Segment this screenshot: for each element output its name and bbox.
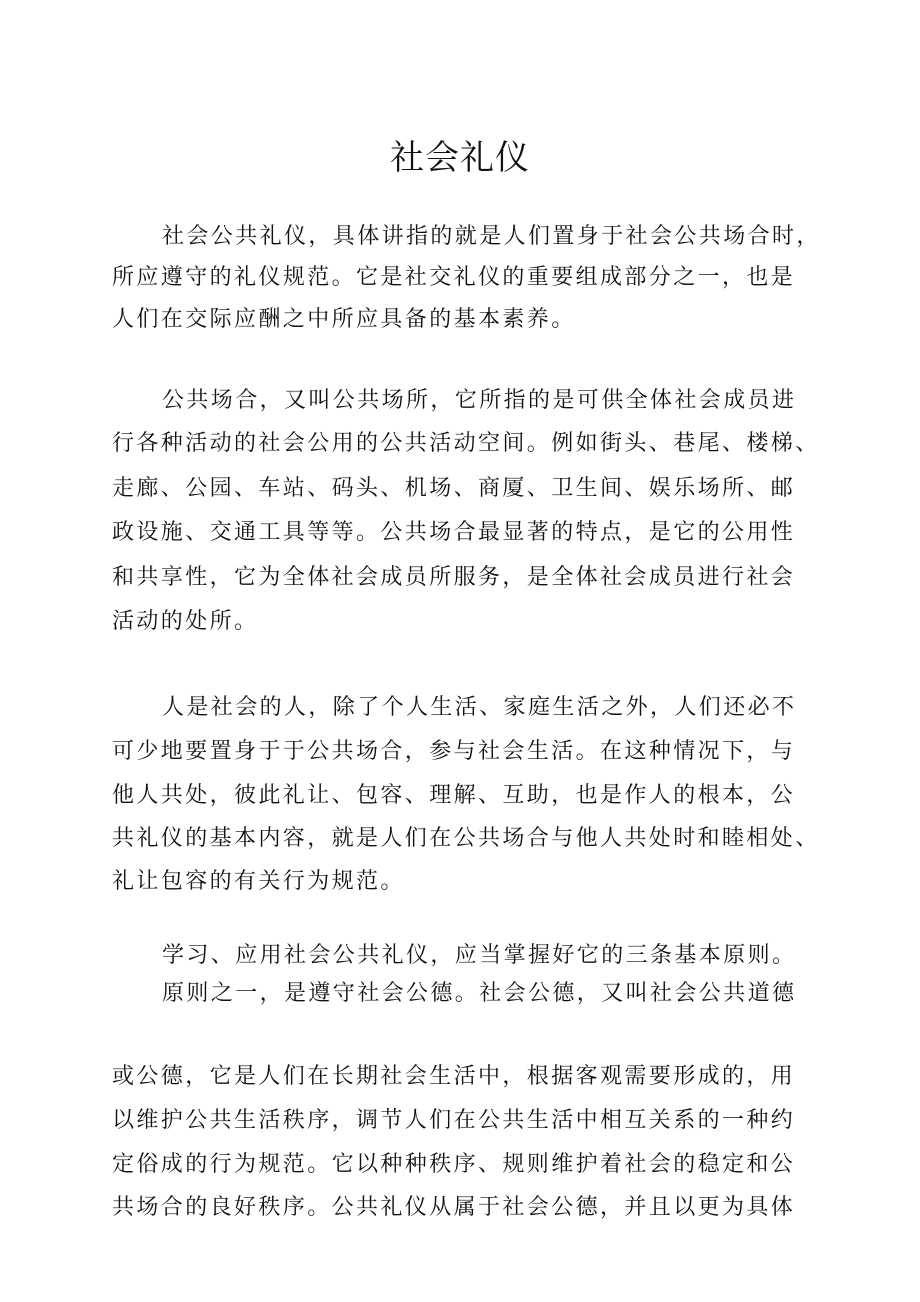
document-title: 社会礼仪 — [390, 138, 530, 178]
text-line: 和共享性，它为全体社会成员所服务，是全体社会成员进行社会 — [112, 565, 796, 590]
text-line: 所应遵守的礼仪规范。它是社交礼仪的重要组成部分之一，也是 — [112, 265, 796, 290]
text-line: 原则之一，是遵守社会公德。社会公德，又叫社会公共道德 — [162, 981, 797, 1006]
text-line: 或公德，它是人们在长期社会生活中，根据客观需要形成的，用 — [112, 1064, 796, 1089]
text-line: 共场合的良好秩序。公共礼仪从属于社会公德，并且以更为具体 — [112, 1195, 796, 1220]
text-line: 行各种活动的社会公用的公共活动空间。例如街头、巷尾、楼梯、 — [112, 431, 820, 456]
text-line: 可少地要置身于于公共场合，参与社会生活。在这种情况下，与 — [112, 739, 796, 764]
text-line: 走廊、公园、车站、码头、机场、商厦、卫生间、娱乐场所、邮 — [112, 476, 796, 501]
text-line: 人们在交际应酬之中所应具备的基本素养。 — [112, 307, 576, 332]
text-line: 礼让包容的有关行为规范。 — [112, 869, 405, 894]
text-line: 定俗成的行为规范。它以种种秩序、规则维护着社会的稳定和公 — [112, 1152, 796, 1177]
text-line: 共礼仪的基本内容，就是人们在公共场合与他人共处时和睦相处、 — [112, 826, 820, 851]
text-line: 活动的处所。 — [112, 609, 259, 634]
text-line: 公共场合，又叫公共场所，它所指的是可供全体社会成员进 — [162, 388, 797, 413]
text-line: 政设施、交通工具等等。公共场合最显著的特点，是它的公用性 — [112, 520, 796, 545]
text-line: 以维护公共生活秩序，调节人们在公共生活中相互关系的一种约 — [112, 1108, 796, 1133]
text-line: 社会公共礼仪，具体讲指的就是人们置身于社会公共场合时， — [162, 224, 821, 249]
text-line: 他人共处，彼此礼让、包容、理解、互助，也是作人的根本，公 — [112, 783, 796, 808]
text-line: 学习、应用社会公共礼仪，应当掌握好它的三条基本原则。 — [162, 943, 797, 968]
text-line: 人是社会的人，除了个人生活、家庭生活之外，人们还必不 — [162, 695, 797, 720]
